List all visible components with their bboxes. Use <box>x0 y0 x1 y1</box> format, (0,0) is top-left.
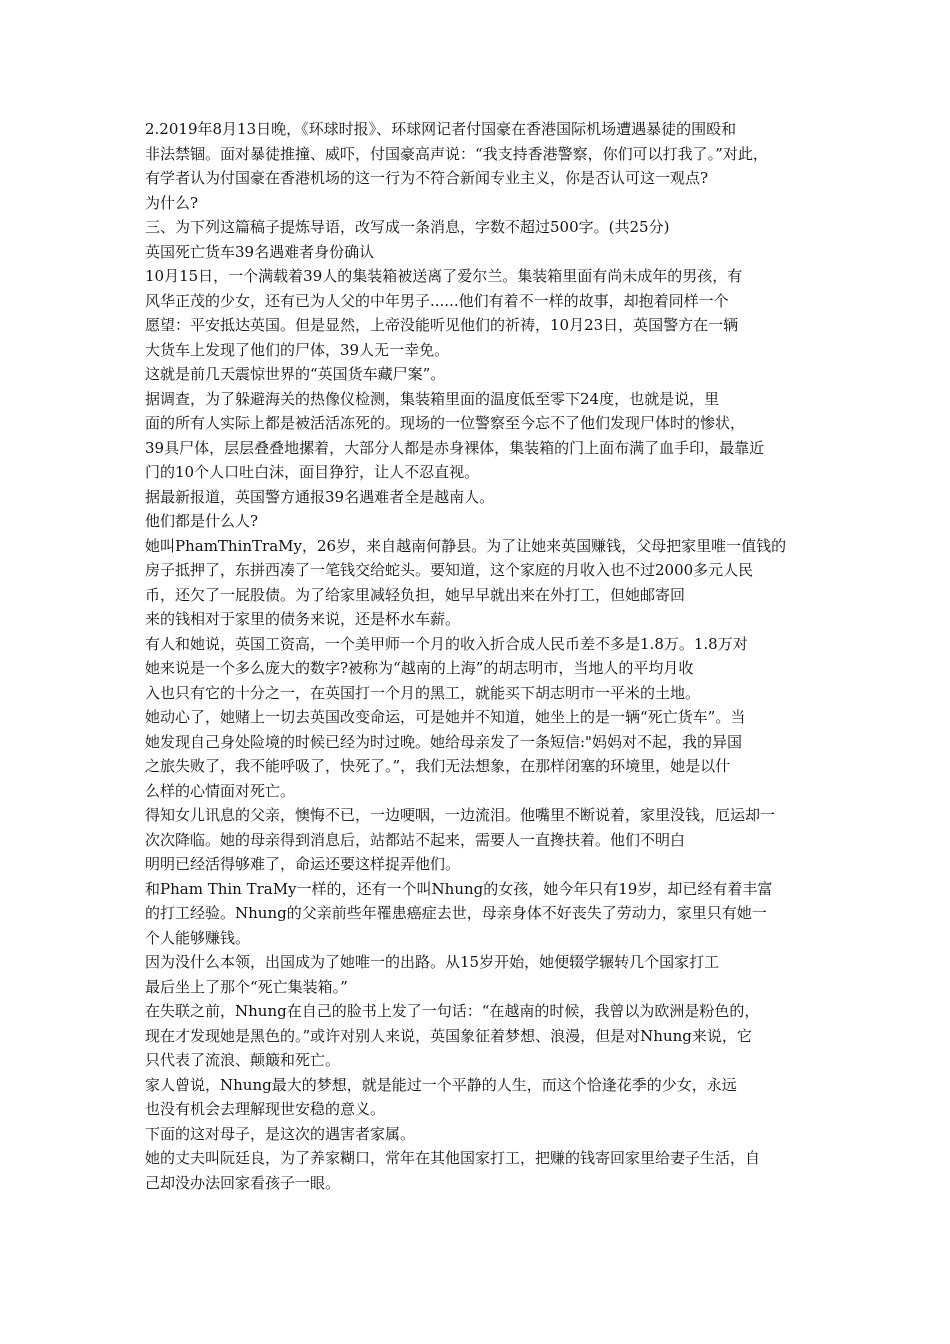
text-line: 因为没什么本领，出国成为了她唯一的出路。从15岁开始，她便辍学辗转几个国家打工 <box>145 953 720 971</box>
text-line: 据最新报道，英国警方通报39名遇难者全是越南人。 <box>145 487 495 506</box>
text-line: 只代表了流浪、颠簸和死亡。 <box>145 1051 341 1069</box>
text-line: 2.2019年8月13日晚，《环球时报》、环球网记者付国豪在香港国际机场遭遇暴徒的围殴和 <box>145 120 737 138</box>
text-line: 得知女儿讯息的父亲，懊悔不已，一边哽咽，一边流泪。他嘴里不断说着，家里没钱，厄运却一 <box>145 806 776 824</box>
text-line: 币，还欠了一屁股债。为了给家里减轻负担，她早早就出来在外打工，但她邮寄回 <box>145 585 686 604</box>
text-line: 他们都是什么人? <box>145 512 259 530</box>
text-line: 来的钱相对于家里的债务来说，还是杯水车薪。 <box>145 610 461 628</box>
text-line: 最后坐上了那个“死亡集装箱。” <box>145 977 348 996</box>
text-line: 有人和她说，英国工资高，一个美甲师一个月的收入折合成人民币差不多是1.8万。1.8万对 <box>145 634 748 653</box>
text-line: 家人曾说，Nhung最大的梦想，就是能过一个平静的人生，而这个恰逢花季的少女，永远 <box>145 1075 737 1094</box>
text-line: 在失联之前，Nhung在自己的脸书上发了一句话：“在越南的时候，我曾以为欧洲是粉色的， <box>145 1002 760 1020</box>
text-line: 她发现自己身处险境的时候已经为时过晚。她给母亲发了一条短信:"妈妈对不起，我的异国 <box>145 732 742 751</box>
text-line: 三、为下列这篇稿子提炼导语，改写成一条消息，字数不超过500字。(共25分) <box>145 218 670 236</box>
text-line: 现在才发现她是黑色的。”或许对别人来说，英国象征着梦想、浪漫，但是对Nhung来说，它 <box>145 1026 752 1045</box>
text-line: 她动心了，她赌上一切去英国改变命运，可是她并不知道，她坐上的是一辆“死亡货车”。当 <box>145 708 746 726</box>
text-line: 己却没办法回家看孩子一眼。 <box>145 1173 341 1192</box>
text-line: 下面的这对母子，是这次的遇害者家属。 <box>145 1124 416 1143</box>
text-line: 面的所有人实际上都是被活活冻死的。现场的一位警察至今忘不了他们发现尸体时的惨状， <box>145 414 746 432</box>
text-line: 大货车上发现了他们的尸体，39人无一幸免。 <box>145 340 450 359</box>
text-line: 个人能够赚钱。 <box>145 928 251 947</box>
text-line: 这就是前几天震惊世界的“英国货车藏尸案”。 <box>145 365 446 383</box>
text-line: 英国死亡货车39名遇难者身份确认 <box>145 242 375 261</box>
text-line: 房子抵押了，东拼西凑了一笔钱交给蛇头。要知道，这个家庭的月收入也不过2000多元人民 <box>145 561 754 579</box>
text-line: 她来说是一个多么庞大的数字?被称为“越南的上海”的胡志明市，当地人的平均月收 <box>145 659 694 677</box>
text-line: 门的10个人口吐白沫，面目狰狞，让人不忍直视。 <box>145 463 480 481</box>
text-line: 39具尸体，层层叠叠地摞着，大部分人都是赤身裸体，集装箱的门上面布满了血手印，最靠近 <box>145 438 765 457</box>
text-line: 之旅失败了，我不能呼吸了，快死了。”，我们无法想象，在那样闭塞的环境里，她是以什 <box>145 757 731 775</box>
text-line: 和Pham Thin TraMy一样的，还有一个叫Nhung的女孩，她今年只有19岁，却已经有着丰富 <box>145 879 773 898</box>
text-line: 有学者认为付国豪在香港机场的这一行为不符合新闻专业主义，你是否认可这一观点? <box>145 169 709 187</box>
text-line: 入也只有它的十分之一，在英国打一个月的黑工，就能买下胡志明市一平米的土地。 <box>145 683 701 702</box>
text-line: 非法禁锢。面对暴徒推撞、威吓，付国豪高声说：“我支持香港警察，你们可以打我了。”对此， <box>145 144 768 163</box>
text-line: 她的丈夫叫阮廷良，为了养家糊口，常年在其他国家打工，把赚的钱寄回家里给妻子生活，自 <box>145 1149 761 1167</box>
text-line: 明明已经活得够难了，命运还要这样捉弄他们。 <box>145 855 461 873</box>
text-line: 的打工经验。Nhung的父亲前些年罹患癌症去世，母亲身体不好丧失了劳动力，家里只有她一 <box>145 904 767 922</box>
text-line: 她叫PhamThinTraMy，26岁，来自越南何静县。为了让她来英国赚钱，父母把家里唯一值钱的 <box>145 536 787 555</box>
text-line: 风华正茂的少女，还有已为人父的中年男子......他们有着不一样的故事，却抱着同样一个 <box>145 291 729 310</box>
text-line: 10月15日，一个满载着39人的集装箱被送离了爱尔兰。集装箱里面有尚未成年的男孩，有 <box>145 267 743 285</box>
text-line: 次次降临。她的母亲得到消息后，站都站不起来，需要人一直搀扶着。他们不明白 <box>145 830 686 849</box>
text-line: 据调查，为了躲避海关的热像仪检测，集装箱里面的温度低至零下24度，也就是说，里 <box>145 389 720 408</box>
document-body <box>145 117 815 1195</box>
text-line: 也没有机会去理解现世安稳的意义。 <box>145 1100 386 1118</box>
text-line: 为什么? <box>145 193 199 212</box>
text-line: 愿望：平安抵达英国。但是显然，上帝没能听见他们的祈祷，10月23日，英国警方在一辆 <box>145 316 739 334</box>
text-line: 么样的心情面对死亡。 <box>145 781 296 800</box>
